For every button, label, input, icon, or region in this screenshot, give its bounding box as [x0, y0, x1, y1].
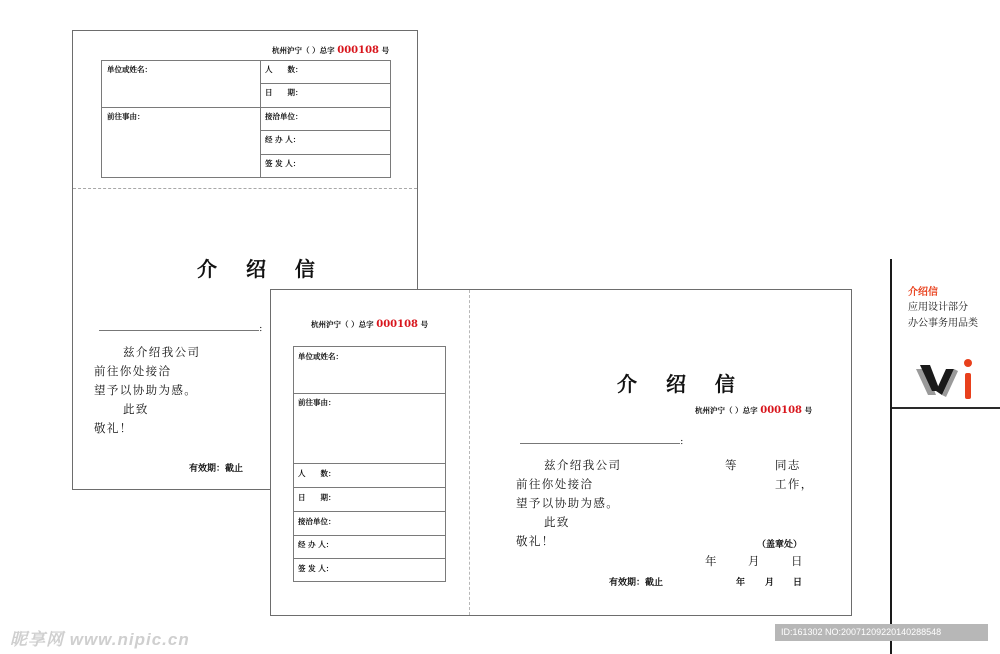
category-title: 介绍信 — [908, 287, 938, 298]
watermark-id: ID:161302 NO:20071209220140288548 — [775, 624, 988, 641]
stub-header-prefix: 杭州沪宁（ ）总字 — [311, 320, 374, 329]
letter-line: 敬礼！ — [94, 421, 133, 435]
stub-row-divider — [260, 83, 391, 84]
letter-line: 望予以协助为感。 — [516, 496, 620, 510]
validity-month: 月 — [765, 578, 775, 588]
validity-year: 年 — [736, 578, 746, 588]
letter-line: 敬礼！ — [516, 534, 555, 548]
letter-line-deng: 等 — [725, 458, 738, 472]
letter-line: 此致 — [544, 515, 570, 529]
stub-header-suffix: 号 — [381, 46, 390, 55]
serial-number: 000108 — [376, 319, 418, 330]
letter-header-suffix: 号 — [804, 406, 813, 415]
handler-label: 经 办 人： — [298, 540, 334, 549]
date-label: 日 期： — [265, 88, 303, 97]
letter-serial-number: 000108 — [760, 405, 802, 416]
addressee-colon: ： — [259, 324, 267, 333]
introduction-letter-sheet — [270, 289, 852, 616]
stub-header-prefix: 杭州沪宁（ ）总字 — [272, 46, 335, 55]
addressee-line — [520, 443, 680, 444]
letter-line: 兹介绍我公司 — [123, 345, 201, 359]
stub-row-divider — [293, 463, 446, 464]
reason-label: 前往事由： — [107, 112, 145, 121]
date-year: 年 — [705, 554, 718, 568]
validity-label: 有效期：截止 — [609, 578, 664, 588]
people-label: 人 数： — [265, 65, 303, 74]
perforation-line — [469, 290, 470, 615]
perforation-line — [73, 188, 417, 189]
serial-number: 000108 — [337, 45, 379, 56]
letter-line: 望予以协助为感。 — [94, 383, 198, 397]
letter-header — [695, 405, 812, 416]
letter-title: 介 绍 信 — [197, 257, 326, 281]
stub-row-divider — [293, 558, 446, 559]
letter-line-work: 工作， — [775, 477, 814, 491]
people-label: 人 数： — [298, 469, 336, 478]
contact-unit-label: 接洽单位： — [265, 112, 303, 121]
addressee-colon: ： — [680, 437, 688, 446]
letter-title: 介 绍 信 — [617, 372, 746, 396]
unit-label: 单位或姓名： — [107, 65, 152, 74]
category-header — [892, 259, 1000, 409]
category-subtitle: 应用设计部分 — [908, 302, 968, 313]
category-panel — [890, 259, 1000, 654]
letter-header-prefix: 杭州沪宁（ ）总字 — [695, 406, 758, 415]
letter-line: 前往你处接洽 — [516, 477, 594, 491]
issuer-label: 签 发 人： — [265, 159, 301, 168]
unit-label: 单位或姓名： — [298, 352, 343, 361]
date-month: 月 — [748, 554, 761, 568]
stub-row-divider — [293, 487, 446, 488]
stub-row-divider — [260, 107, 391, 108]
contact-unit-label: 接洽单位： — [298, 517, 336, 526]
watermark-site: 昵享网 www.nipic.cn — [10, 630, 190, 649]
stub-header — [272, 45, 389, 56]
addressee-line — [99, 330, 259, 331]
stub-row-divider — [293, 535, 446, 536]
stub-row-divider — [260, 154, 391, 155]
stub-header — [311, 319, 428, 330]
letter-line: 兹介绍我公司 — [544, 458, 622, 472]
validity-label: 有效期：截止 — [189, 464, 244, 474]
stub-row-divider — [293, 393, 446, 394]
reason-label: 前往事由： — [298, 398, 336, 407]
handler-label: 经 办 人： — [265, 135, 301, 144]
date-label: 日 期： — [298, 493, 336, 502]
issuer-label: 签 发 人： — [298, 564, 334, 573]
vi-logo-icon — [912, 351, 982, 403]
validity-day: 日 — [793, 578, 803, 588]
stub-column-divider — [260, 60, 261, 178]
stub-row-divider — [101, 107, 261, 108]
letter-line: 此致 — [123, 402, 149, 416]
letter-line: 前往你处接洽 — [94, 364, 172, 378]
letter-line-tongzhi: 同志 — [775, 458, 801, 472]
stub-row-divider — [293, 511, 446, 512]
stub-header-suffix: 号 — [420, 320, 429, 329]
category-subtitle: 办公事务用品类 — [908, 318, 978, 329]
date-day: 日 — [791, 554, 804, 568]
stub-row-divider — [260, 130, 391, 131]
seal-label: （盖章处） — [757, 540, 803, 550]
